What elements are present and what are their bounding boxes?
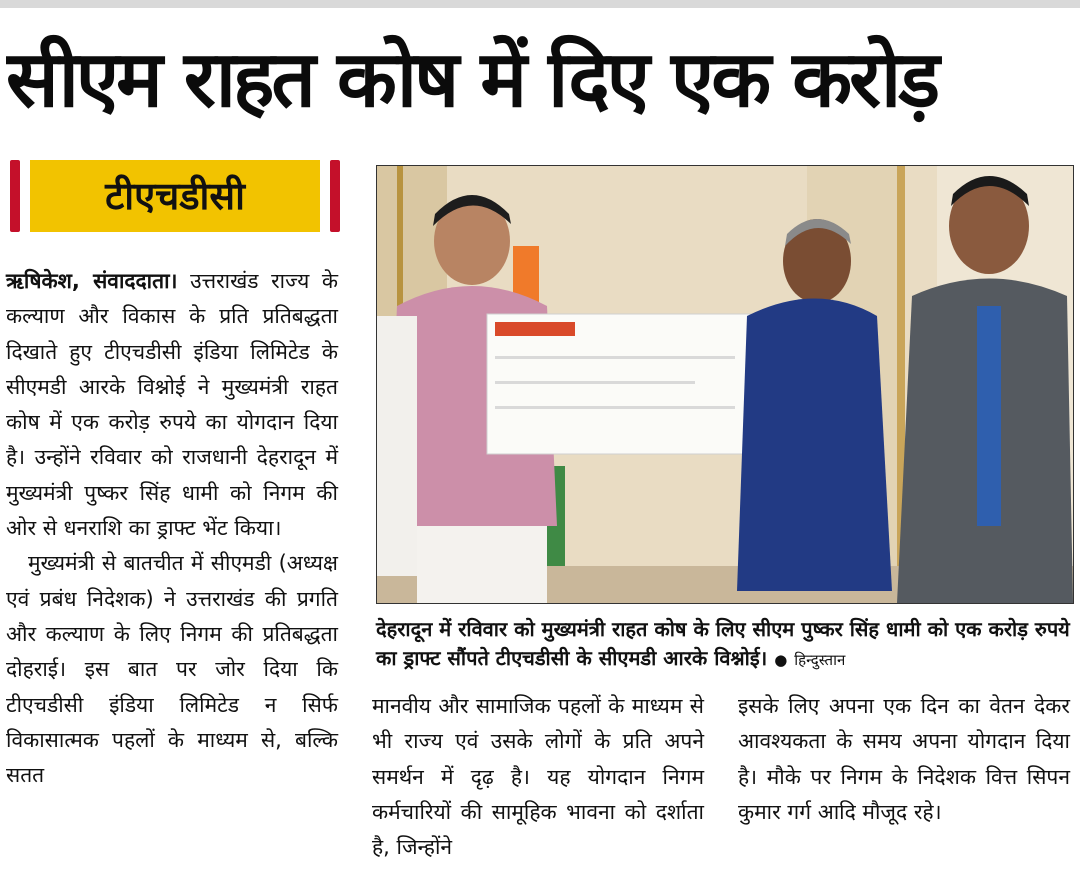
photo-caption-text: देहरादून में रविवार को मुख्यमंत्री राहत कोष के लिए सीएम पुष्कर सिंह धामी को एक करोड़ रुपये का ड्राफ्ट सौंपते टीएचडीसी के सीएमडी आरके विश्नोई।	[376, 617, 1070, 670]
photo-caption	[376, 615, 1072, 675]
section-tag	[10, 160, 340, 232]
article-paragraph-2: मुख्यमंत्री से बातचीत में सीएमडी (अध्यक्ष एवं प्रबंध निदेशक) ने उत्तराखंड की प्रगति और कल्याण के लिए निगम की प्रतिबद्धता दोहराई। इस बात पर जोर दिया कि टीएचडीसी इंडिया लिमिटेड न सिर्फ विकासात्मक पहलों के माध्यम से, बल्कि सतत	[6, 551, 338, 788]
photo-credit: हिन्दुस्तान	[794, 651, 846, 669]
article-paragraph-1	[6, 264, 338, 546]
tag-bar-left	[10, 160, 20, 232]
article-column-1	[6, 264, 338, 793]
news-photo	[376, 165, 1074, 604]
article-paragraph-4: इसके लिए अपना एक दिन का वेतन देकर आवश्यकता के समय अपना योगदान दिया है। मौके पर निगम के निदेशक वित्त सिपन कुमार गर्ग आदि मौजूद रहे।	[738, 694, 1070, 824]
article-column-3	[738, 689, 1070, 830]
headline: सीएम राहत कोष में दिए एक करोड़	[6, 35, 937, 125]
tag-bar-right	[330, 160, 340, 232]
top-strip	[0, 0, 1080, 8]
photo-illustration	[377, 166, 1073, 603]
section-tag-label: टीएचडीसी	[30, 160, 320, 232]
credit-bullet-icon: ●	[774, 651, 788, 669]
article-paragraph-3: मानवीय और सामाजिक पहलों के माध्यम से भी राज्य एवं उसके लोगों के प्रति अपने समर्थन में दृढ़ है। यह योगदान निगम कर्मचारियों की सामूहिक भावना को दर्शाता है, जिन्होंने	[372, 694, 704, 860]
article-paragraph-1-text: उत्तराखंड राज्य के कल्याण और विकास के प्रति प्रतिबद्धता दिखाते हुए टीएचडीसी इंडिया लिमिटेड के सीएमडी आरके विश्नोई ने मुख्यमंत्री राहत कोष में एक करोड़ रुपये का योगदान दिया है। उन्होंने रविवार को राजधानी देहरादून में मुख्यमंत्री पुष्कर सिंह धामी को निगम की ओर से धनराशि का ड्राफ्ट भेंट किया।	[6, 269, 338, 541]
dateline: ऋषिकेश, संवाददाता।	[6, 269, 178, 293]
article-column-2	[372, 689, 704, 865]
